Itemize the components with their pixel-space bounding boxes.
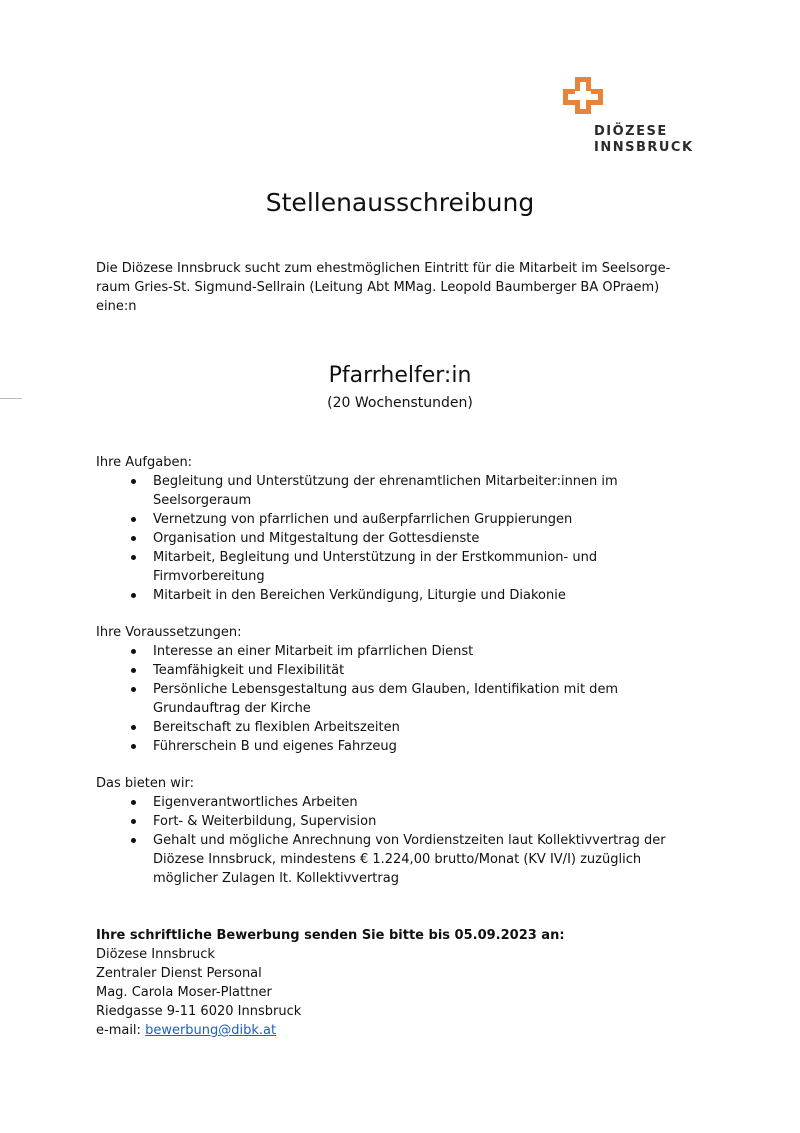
job-title: Pfarrhelfer:in — [328, 363, 472, 388]
list-item: Vernetzung von pfarrlichen und außerpfarrlichen Gruppierungen — [153, 510, 696, 529]
tasks-list — [96, 472, 696, 605]
contact-email-line — [96, 1021, 565, 1040]
requirements-heading: Ihre Voraussetzungen: — [96, 625, 242, 640]
email-link[interactable]: bewerbung@dibk.at — [145, 1023, 277, 1038]
contact-heading: Ihre schriftliche Bewerbung senden Sie bitte bis 05.09.2023 an: — [96, 928, 565, 943]
list-item: Interesse an einer Mitarbeit im pfarrlichen Dienst — [153, 642, 696, 661]
list-item: Teamfähigkeit und Flexibilität — [153, 661, 696, 680]
list-item: Begleitung und Unterstützung der ehrenamtlichen Mitarbeiter:innen im Seelsorgeraum — [153, 472, 696, 510]
list-item: Mitarbeit, Begleitung und Unterstützung in der Erstkommunion- und Firmvorbereitung — [153, 548, 696, 586]
contact-org: Diözese Innsbruck — [96, 947, 215, 962]
tasks-heading: Ihre Aufgaben: — [96, 455, 193, 470]
offer-heading: Das bieten wir: — [96, 776, 194, 791]
list-item: Fort- & Weiterbildung, Supervision — [153, 812, 696, 831]
cross-logo-icon — [562, 76, 610, 124]
contact-block — [96, 926, 565, 1040]
job-hours: (20 Wochenstunden) — [327, 395, 473, 411]
contact-person: Mag. Carola Moser-Plattner — [96, 985, 272, 1000]
list-item: Führerschein B und eigenes Fahrzeug — [153, 737, 696, 756]
diocese-logo — [562, 76, 702, 155]
contact-address: Riedgasse 9-11 6020 Innsbruck — [96, 1004, 302, 1019]
requirements-list — [96, 642, 696, 756]
offer-section — [96, 774, 696, 888]
contact-department: Zentraler Dienst Personal — [96, 966, 262, 981]
list-item: Persönliche Lebensgestaltung aus dem Glauben, Identifikation mit dem Grundauftrag der Kirche — [153, 680, 696, 718]
email-label: e-mail: — [96, 1023, 141, 1038]
list-item: Bereitschaft zu flexiblen Arbeitszeiten — [153, 718, 696, 737]
tasks-section — [96, 453, 696, 605]
offer-list — [96, 793, 696, 888]
logo-wordmark: DIÖZESE INNSBRUCK — [594, 124, 694, 155]
requirements-section — [96, 623, 696, 756]
page-title: Stellenausschreibung — [265, 188, 535, 217]
list-item: Organisation und Mitgestaltung der Gottesdienste — [153, 529, 696, 548]
list-item: Mitarbeit in den Bereichen Verkündigung, Liturgie und Diakonie — [153, 586, 696, 605]
list-item: Eigenverantwortliches Arbeiten — [153, 793, 696, 812]
list-item: Gehalt und mögliche Anrechnung von Vordienstzeiten laut Kollektivvertrag der Diözese Innsbruck, mindestens € 1.224,00 brutto/Monat (KV IV/I) zuzüglich möglicher Zulagen lt. Kollektivvertrag — [153, 831, 696, 888]
intro-paragraph: Die Diözese Innsbruck sucht zum ehestmöglichen Eintritt für die Mitarbeit im Seelsorge-raum Gries-St. Sigmund-Sellrain (Leitung Abt MMag. Leopold Baumberger BA OPraem) eine:n — [96, 261, 671, 314]
